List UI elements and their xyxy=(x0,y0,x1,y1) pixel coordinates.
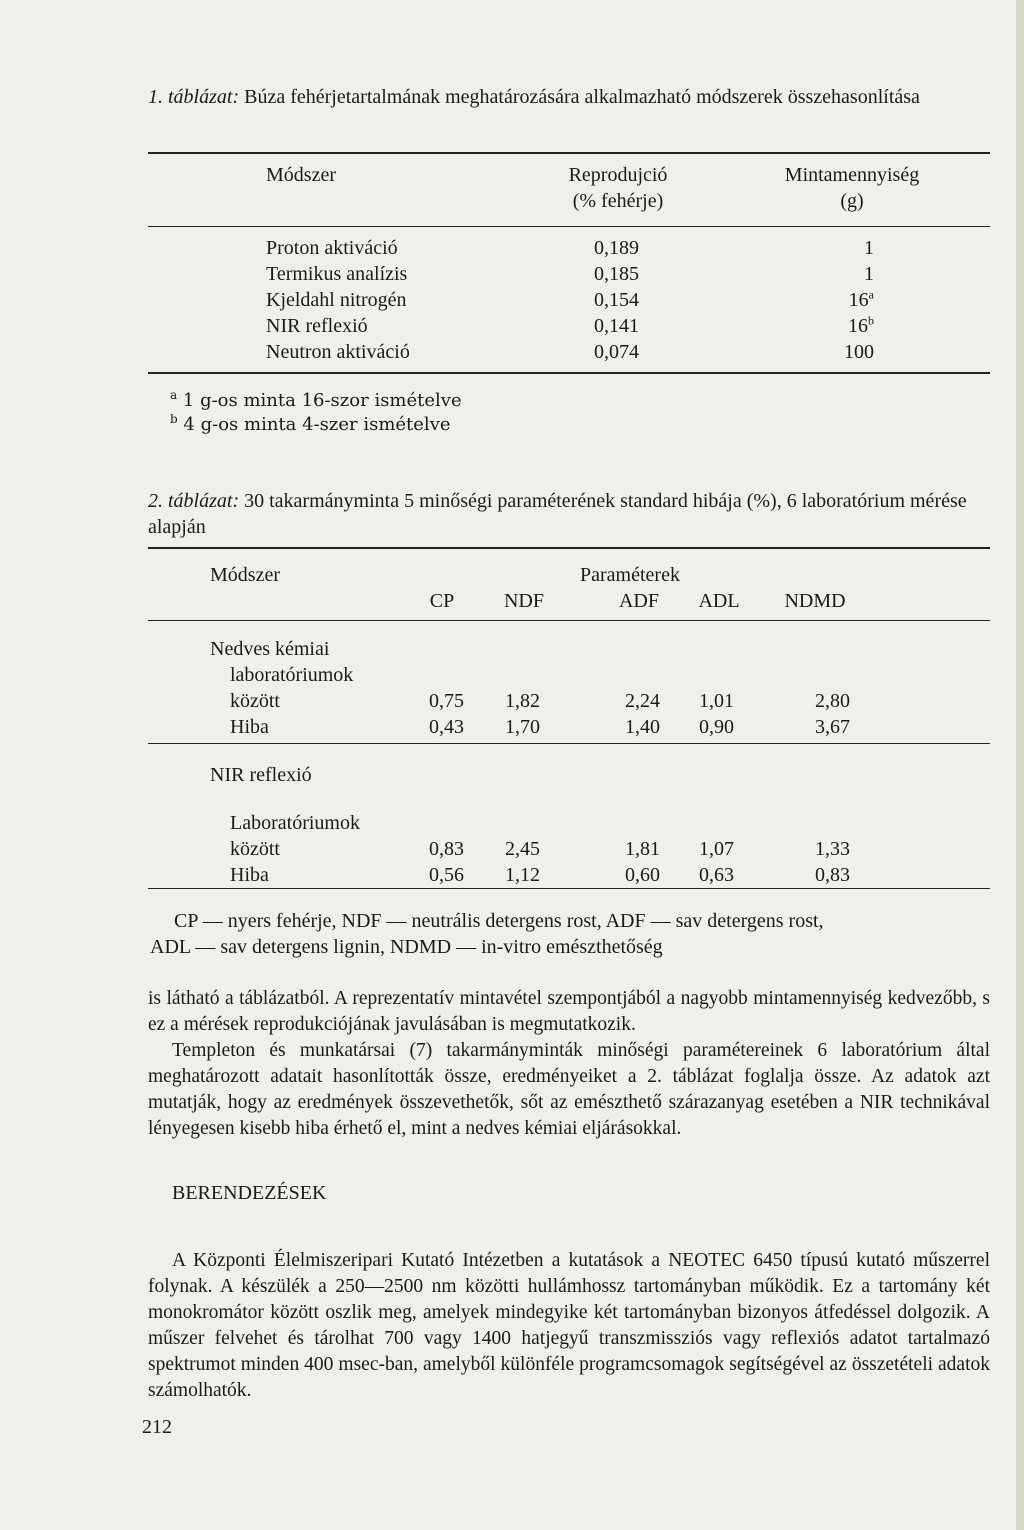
table2-group2-subtitle: Laboratóriumok xyxy=(230,812,360,834)
table2-header-ndmd: NDMD xyxy=(784,590,846,612)
table2-caption xyxy=(148,488,990,540)
table1-header-repro-unit: (% fehérje) xyxy=(572,190,664,212)
table2-row-label: között xyxy=(230,838,280,860)
table1-top-rule xyxy=(148,152,990,154)
table1-sample-cell: 1 xyxy=(864,263,874,285)
table2-group-rule xyxy=(148,743,990,744)
table1-caption-text: Búza fehérjetartalmának meghatározására alkalmazható módszerek összehasonlítása xyxy=(244,86,920,108)
section-heading: BERENDEZÉSEK xyxy=(172,1182,327,1204)
table1-footnote: $^b$ 4 g-os minta 4-szer ismételve xyxy=(170,412,451,435)
table1-repro-cell: 0,189 xyxy=(594,237,639,259)
table1-sample-cell: 16$^b$ xyxy=(848,313,874,337)
table1-repro-cell: 0,185 xyxy=(594,263,639,285)
table2-cell-ndf: 2,45 xyxy=(505,838,540,860)
table2-group2-title: NIR reflexió xyxy=(210,764,312,786)
table2-header-ndf: NDF xyxy=(503,590,544,612)
table1-header-method: Módszer xyxy=(266,164,336,186)
table2-row-label: között xyxy=(230,690,280,712)
table1-sample-cell: 16$^a$ xyxy=(848,287,874,311)
table2-bottom-rule xyxy=(148,888,990,889)
table2-cell-cp: 0,83 xyxy=(429,838,464,860)
table1-method-cell: Kjeldahl nitrogén xyxy=(266,289,407,311)
table2-top-rule xyxy=(148,547,990,549)
table2-group1-subtitle: laboratóriumok xyxy=(230,664,354,686)
table2-cell-adf: 0,60 xyxy=(625,864,660,886)
body-paragraph: is látható a táblázatból. A reprezentatív mintavétel szempontjából a nagyobb mintamennyiség kedvezőbb, s ez a mérések reprodukciójának javulásában is megmutatkozik. xyxy=(148,988,990,1035)
body-paragraph: A Központi Élelmiszeripari Kutató Intézetben a kutatások a NEOTEC 6450 típusú kutató műszerrel folynak. A készülék a 250—2500 nm közötti hullámhossz tartományban működik. Ez a tartomány két monokromátor között oszlik meg, amelyek mindegyike két tartományban bizonyos átfedéssel dolgozik. A műszer felvehet és tárolhat 700 vagy 1400 hatjegyű transzmissziós vagy reflexiós adatot tartalmazó spektrumot minden 400 msec-ban, amelyből különféle programcsomagok segítségével az összetételi adatok számolhatók. xyxy=(148,1250,990,1401)
table2-row-label: Hiba xyxy=(230,716,269,738)
table1-bottom-rule xyxy=(148,372,990,374)
table1-repro-cell: 0,154 xyxy=(594,289,639,311)
table1-footnote: $^a$ 1 g-os minta 16-szor ismételve xyxy=(170,388,462,411)
table2-header-cp: CP xyxy=(429,590,455,612)
table2-cell-ndmd: 1,33 xyxy=(815,838,850,860)
table1-method-cell: Neutron aktiváció xyxy=(266,341,410,363)
table2-caption-label: 2. táblázat: xyxy=(148,490,240,512)
table2-cell-cp: 0,75 xyxy=(429,690,464,712)
table1-repro-cell: 0,141 xyxy=(594,315,639,337)
table2-legend-line1: CP — nyers fehérje, NDF — neutrális detergens rost, ADF — sav detergens rost, xyxy=(174,910,824,932)
table2-cell-cp: 0,56 xyxy=(429,864,464,886)
table2-cell-adl: 0,63 xyxy=(699,864,734,886)
table2-header-adl: ADL xyxy=(698,590,740,612)
table1-method-cell: Termikus analízis xyxy=(266,263,408,285)
table2-cell-cp: 0,43 xyxy=(429,716,464,738)
table1-header-repro: Reprodujció xyxy=(568,164,668,186)
table2-header-rule xyxy=(148,620,990,621)
table2-cell-adf: 1,40 xyxy=(625,716,660,738)
table2-header-method: Módszer xyxy=(210,564,280,586)
table1-header-sample: Mintamennyiség xyxy=(784,164,920,186)
table2-cell-adl: 0,90 xyxy=(699,716,734,738)
table1-caption-label: 1. táblázat: xyxy=(148,86,240,108)
table1-header-sample-unit: (g) xyxy=(840,190,864,212)
table1-method-cell: Proton aktiváció xyxy=(266,237,398,259)
table2-cell-adl: 1,01 xyxy=(699,690,734,712)
body-paragraph: Templeton és munkatársai (7) takarmányminták minőségi paramétereinek 6 laboratórium által meghatározott adatait hasonlították össze, eredményeiket a 2. táblázat foglalja össze. Az adatok azt mutatják, hogy az eredmények összevethetők, sőt az emészthető szárazanyag esetében a NIR technikával lényegesen kisebb hiba érhető el, mint a nedves kémiai eljárásokkal. xyxy=(148,1040,990,1139)
page-edge-shadow xyxy=(1016,0,1024,1530)
table1-repro-cell: 0,074 xyxy=(594,341,639,363)
table2-caption-text: 30 takarmányminta 5 minőségi paraméterének standard hibája (%), 6 laboratórium mérése alapján xyxy=(148,490,967,538)
table2-legend-line2: ADL — sav detergens lignin, NDMD — in-vitro emészthetőség xyxy=(150,936,663,958)
table1-header-rule xyxy=(148,226,990,227)
table2-group1-title: Nedves kémiai xyxy=(210,638,330,660)
table2-cell-ndmd: 0,83 xyxy=(815,864,850,886)
table2-cell-ndf: 1,70 xyxy=(505,716,540,738)
table2-cell-ndf: 1,82 xyxy=(505,690,540,712)
table1-caption xyxy=(148,84,990,110)
table2-header-params: Paraméterek xyxy=(580,564,680,586)
table2-header-adf: ADF xyxy=(618,590,659,612)
table2-cell-adf: 2,24 xyxy=(625,690,660,712)
table2-cell-ndmd: 2,80 xyxy=(815,690,850,712)
table2-cell-ndf: 1,12 xyxy=(505,864,540,886)
table2-cell-adl: 1,07 xyxy=(699,838,734,860)
page-number: 212 xyxy=(142,1416,172,1438)
table2-cell-ndmd: 3,67 xyxy=(815,716,850,738)
table2-cell-adf: 1,81 xyxy=(625,838,660,860)
table1-sample-cell: 100 xyxy=(844,341,874,363)
table2-row-label: Hiba xyxy=(230,864,269,886)
table1-method-cell: NIR reflexió xyxy=(266,315,368,337)
table1-sample-cell: 1 xyxy=(864,237,874,259)
